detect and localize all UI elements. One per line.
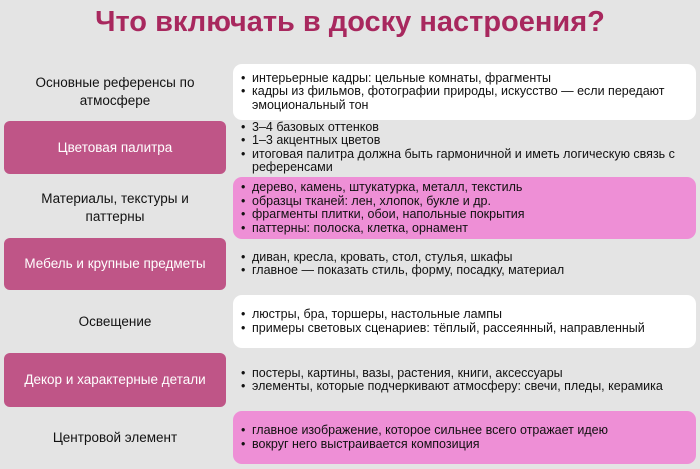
bullet-list <box>241 181 688 235</box>
bullet-item: • вокруг него выстраивается композиция <box>241 438 688 452</box>
bullet-item: • дерево, камень, штукатурка, металл, текстиль <box>241 181 688 195</box>
bullet-item: • фрагменты плитки, обои, напольные покрытия <box>241 208 688 222</box>
row-furniture <box>0 238 700 290</box>
bullet-list <box>241 121 688 175</box>
bullet-item: • примеры световых сценариев: тёплый, рассеянный, направленный <box>241 322 688 336</box>
bullet-item: • кадры из фильмов, фотографии природы, искусство — если передают эмоциональный тон <box>241 85 688 112</box>
bullet-box <box>233 295 696 348</box>
row-decor <box>0 353 700 407</box>
row-lighting <box>0 295 700 348</box>
bullet-item: • постеры, картины, вазы, растения, книги, аксессуары <box>241 367 688 381</box>
bullet-item: • главное изображение, которое сильнее всего отражает идею <box>241 424 688 438</box>
bullet-item: • интерьерные кадры: цельные комнаты, фрагменты <box>241 72 688 86</box>
bullet-box <box>233 177 696 239</box>
bullet-item: • итоговая палитра должна быть гармоничной и иметь логическую связь с референсами <box>241 148 688 175</box>
bullet-item: • элементы, которые подчеркивают атмосферу: свечи, пледы, керамика <box>241 380 688 394</box>
bullet-list <box>241 367 688 394</box>
bullet-item: • 3–4 базовых оттенков <box>241 121 688 135</box>
row-label: Основные референсы по атмосфере <box>35 75 195 108</box>
row-label: Цветовая палитра <box>4 121 226 174</box>
bullet-item: • паттерны: полоска, клетка, орнамент <box>241 222 688 236</box>
row-label: Материалы, текстуры и паттерны <box>41 191 189 224</box>
bullet-item: • диван, кресла, кровать, стол, стулья, шкафы <box>241 251 688 265</box>
row-palette <box>0 121 700 174</box>
bullet-item: • 1–3 акцентных цветов <box>241 134 688 148</box>
bullet-box <box>233 353 696 407</box>
row-materials <box>0 177 700 239</box>
bullet-box <box>233 238 696 290</box>
page-title: Что включать в доску настроения? <box>95 6 605 38</box>
bullet-list <box>241 72 688 113</box>
row-atmosphere <box>0 64 700 120</box>
bullet-box <box>233 411 696 464</box>
bullet-item: • люстры, бра, торшеры, настольные лампы <box>241 308 688 322</box>
bullet-box <box>233 121 696 174</box>
row-centerpiece <box>0 411 700 464</box>
bullet-item: • образцы тканей: лен, хлопок, букле и др. <box>241 195 688 209</box>
bullet-list <box>241 424 688 451</box>
bullet-box <box>233 64 696 120</box>
row-label: Центровой элемент <box>52 429 178 445</box>
row-label: Мебель и крупные предметы <box>4 238 226 290</box>
bullet-list <box>241 251 688 278</box>
row-label: Декор и характерные детали <box>4 353 226 407</box>
bullet-item: • главное — показать стиль, форму, посадку, материал <box>241 264 688 278</box>
bullet-list <box>241 308 688 335</box>
row-label: Освещение <box>78 313 152 329</box>
